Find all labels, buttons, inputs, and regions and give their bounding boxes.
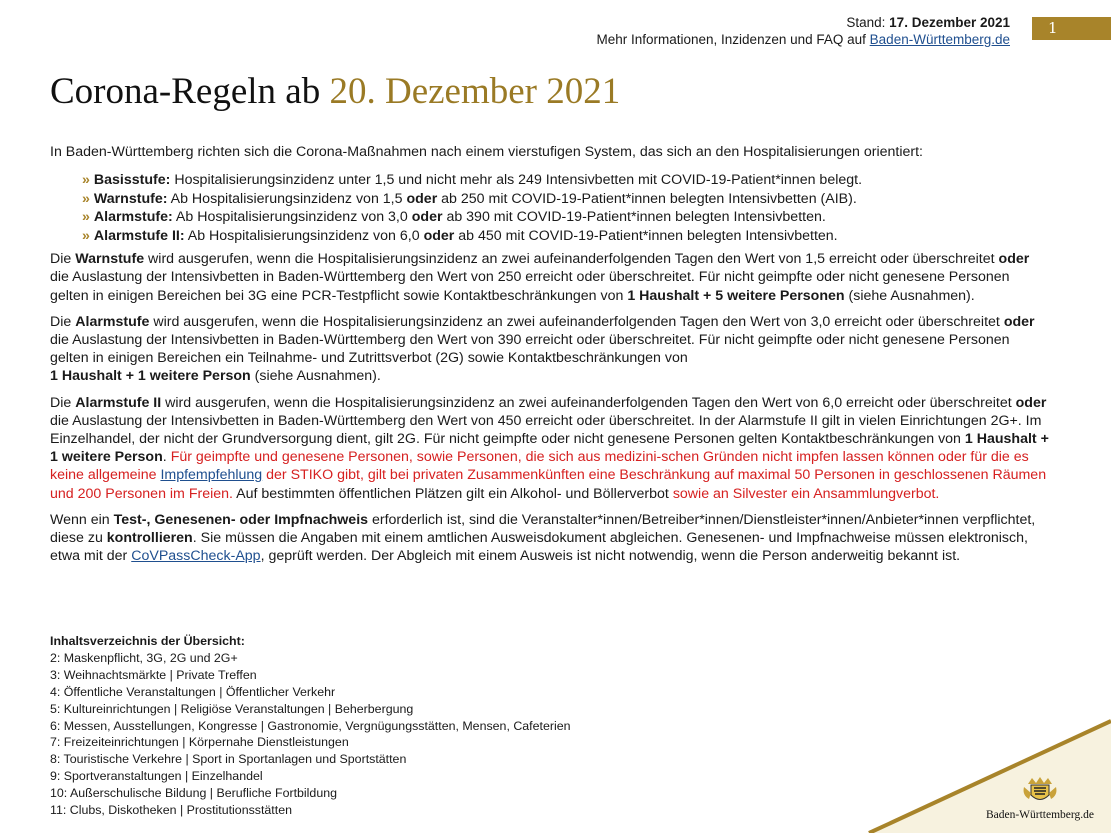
red-text: sowie an Silvester ein Ansammlungverbot. [672,485,940,502]
bold-text: 1 Haushalt + 1 weitere Person [50,368,251,385]
toc-item[interactable]: 2: Maskenpflicht, 3G, 2G und 2G+ [50,650,238,665]
level-text-post: ab 390 mit COVID-19-Patient*innen belegten Intensivbetten. [446,209,826,226]
level-text: Ab Hospitalisierungsinzidenz von 3,0 [175,209,408,226]
bold-text: oder [1015,394,1047,411]
chevron-right-icon: » [82,172,90,189]
level-text: Ab Hospitalisierungsinzidenz von 6,0 [187,227,420,244]
level-item-basis [82,171,1050,190]
text: , geprüft werden. Der Abgleich mit einem Ausweis ist nicht notwendig, wenn die Person anderweitig bekannt ist. [260,548,961,565]
title-main: Corona-Regeln ab [50,71,321,112]
bold-text: oder [998,251,1030,268]
bold-text: Warnstufe [75,251,145,268]
levels-list [50,171,1050,245]
stand-line [596,14,1010,31]
intro-paragraph: In Baden-Württemberg richten sich die Corona-Maßnahmen nach einem vierstufigen System, das sich an den Hospitalisierungen orientiert: [50,144,923,160]
text: Die [50,313,72,330]
stand-label: Stand: [846,15,886,30]
header-stand [596,14,1010,48]
text: Wenn ein [50,511,110,528]
toc-item[interactable]: 8: Touristische Verkehre | Sport in Sportanlagen und Sportstätten [50,752,407,767]
level-name: Warnstufe: [93,190,168,207]
info-text: Mehr Informationen, Inzidenzen und FAQ auf [596,32,866,47]
text: (siehe Ausnahmen). [848,287,975,304]
toc-title: Inhaltsverzeichnis der Übersicht: [50,634,245,648]
bold-text: Alarmstufe [75,313,150,330]
red-text: Für geimpfte und genesene Personen, sowie Personen, die sich aus medizini-schen Gründen nicht impfen lassen können oder für die es keine allgemeine [50,449,1029,484]
table-of-contents [50,633,571,819]
bw-link[interactable]: Baden-Württemberg.de [869,32,1010,47]
text: Die [50,394,72,411]
text: die Auslastung der Intensivbetten in Baden-Württemberg den Wert von 250 erreicht oder überschreitet. Für nicht geimpfte oder nicht genesene Personen gelten in einigen Bereichen bei 3G eine PCR-Testpflicht sowie Kontaktbeschränkungen von [50,269,1010,304]
chevron-right-icon: » [82,209,90,226]
bold-text: Alarmstufe II [75,394,162,411]
level-name: Basisstufe: [93,172,171,189]
stand-date: 17. Dezember 2021 [889,15,1010,30]
level-name: Alarmstufe: [93,209,173,226]
toc-item[interactable]: 9: Sportveranstaltungen | Einzelhandel [50,769,263,784]
main-content [50,143,1050,573]
bold-text: 1 Haushalt + 1 weitere Person [50,431,1049,466]
toc-item[interactable]: 11: Clubs, Diskotheken | Prostitutionsstätten [50,803,292,818]
checks-paragraph [50,511,1050,566]
text: Auf bestimmten öffentlichen Plätzen gilt ein Alkohol- und Böllerverbot [236,485,669,502]
text: wird ausgerufen, wenn die Hospitalisierungsinzidenz an zwei aufeinanderfolgenden Tagen den Wert von 1,5 erreicht oder überschreitet [148,251,995,268]
red-text: der STIKO gibt, gilt bei privaten Zusammenkünften eine Beschränkung auf maximal 50 Personen in geschlossenen Räumen und 200 Personen im Freien. [50,467,1047,502]
toc-item[interactable]: 10: Außerschulische Bildung | Berufliche Fortbildung [50,786,337,801]
alarmstufe2-paragraph [50,394,1050,503]
level-text: Ab Hospitalisierungsinzidenz von 1,5 [170,190,403,207]
covpasscheck-link[interactable]: CoVPassCheck-App [131,548,261,565]
warnstufe-paragraph [50,250,1050,305]
level-text: Hospitalisierungsinzidenz unter 1,5 und nicht mehr als 249 Intensivbetten mit COVID-19-Patient*innen belegt. [174,172,863,189]
text: . Sie müssen die Angaben mit einem amtlichen Ausweisdokument abgleichen. Genesenen- und Impfnachweise müssen elektronisch, etwa mit der [50,530,1028,565]
level-or: oder [423,227,455,244]
toc-item[interactable]: 4: Öffentliche Veranstaltungen | Öffentlicher Verkehr [50,684,336,699]
impfempfehlung-link[interactable]: Impfempfehlung [160,467,263,484]
bold-text: kontrollieren [106,530,193,547]
bold-text: 1 Haushalt + 5 weitere Personen [627,287,845,304]
bold-text: oder [1003,313,1035,330]
toc-list [50,650,571,819]
text: . [162,449,167,466]
level-or: oder [406,190,438,207]
alarmstufe-paragraph [50,313,1050,386]
title-date: 20. Dezember 2021 [329,71,621,112]
toc-item[interactable]: 7: Freizeiteinrichtungen | Körpernahe Dienstleistungen [50,735,349,750]
chevron-right-icon: » [82,190,90,207]
level-name: Alarmstufe II: [93,227,185,244]
bold-text: Test-, Genesenen- oder Impfnachweis [113,511,369,528]
toc-item[interactable]: 3: Weihnachtsmärkte | Private Treffen [50,667,257,682]
info-line [596,31,1010,48]
brand-text: Baden-Württemberg.de [985,809,1095,821]
text: (siehe Ausnahmen). [254,368,381,385]
text: wird ausgerufen, wenn die Hospitalisierungsinzidenz an zwei aufeinanderfolgenden Tagen den Wert von 6,0 erreicht oder überschreitet [165,394,1012,411]
crest-icon [1021,775,1059,805]
toc-item[interactable]: 6: Messen, Ausstellungen, Kongresse | Gastronomie, Vergnügungsstätten, Mensen, Cafeterien [50,718,571,733]
brand-logo [985,775,1095,821]
level-or: oder [411,209,443,226]
toc-item[interactable]: 5: Kultureinrichtungen | Religiöse Veranstaltungen | Beherbergung [50,701,414,716]
page-title [50,70,620,114]
text: erforderlich ist, sind die Veranstalter*innen/Betreiber*innen/Dienstleister*innen/Anbieter*innen verpflichtet, diese zu [50,511,1036,547]
level-text-post: ab 250 mit COVID-19-Patient*innen belegten Intensivbetten (AIB). [441,190,857,207]
text: Die [50,251,72,268]
chevron-right-icon: » [82,227,90,244]
level-item-warn [82,190,1050,209]
level-item-alarm2 [82,227,1050,246]
text: wird ausgerufen, wenn die Hospitalisierungsinzidenz an zwei aufeinanderfolgenden Tagen den Wert von 3,0 erreicht oder überschreitet [153,313,1000,330]
level-item-alarm [82,208,1050,227]
text: die Auslastung der Intensivbetten in Baden-Württemberg den Wert von 450 erreicht oder überschreitet. In der Alarmstufe II gilt in vielen Einrichtungen 2G+. Im Einzelhandel, der nicht der Grundversorgung dient, gilt 2G. Für nicht geimpfte oder nicht genesene Personen gelten Kontaktbeschränkungen von [50,412,1042,448]
page-number-badge: 1 [1032,17,1111,40]
text: die Auslastung der Intensivbetten in Baden-Württemberg den Wert von 390 erreicht oder überschreitet. Für nicht geimpfte oder nicht genesene Personen gelten in einigen Bereichen ein Teilnahme- und Zutrittsverbot (2G) sowie Kontaktbeschränkungen von [50,332,1010,367]
level-text-post: ab 450 mit COVID-19-Patient*innen belegten Intensivbetten. [458,227,838,244]
